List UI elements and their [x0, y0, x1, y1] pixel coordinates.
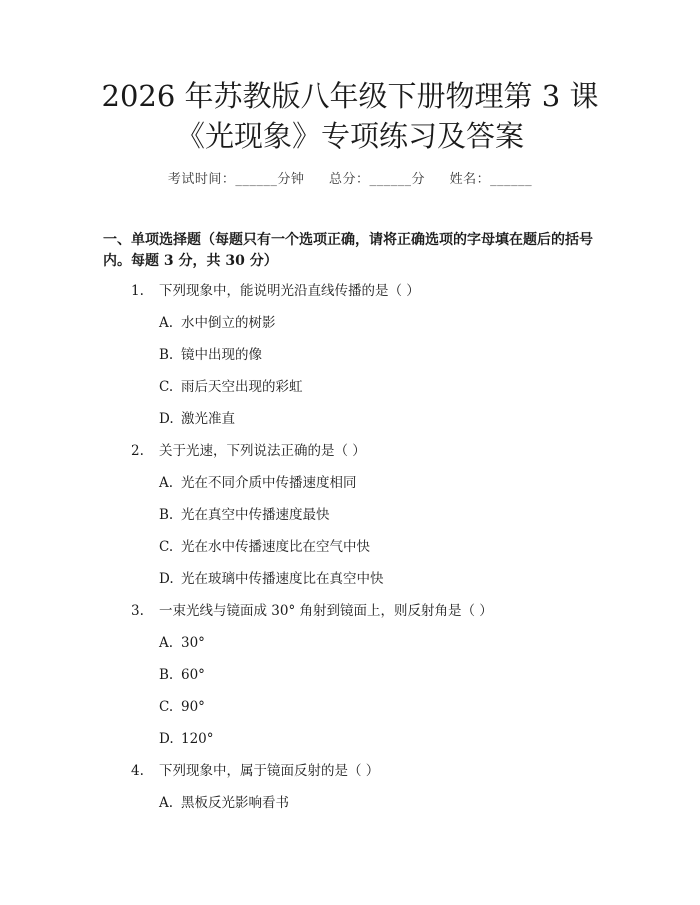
option-text: 光在不同介质中传播速度相同	[181, 475, 357, 491]
question-number: 1.	[131, 283, 144, 299]
option-text: 120°	[181, 731, 214, 747]
question-text: 下列现象中，能说明光沿直线传播的是（ ）	[159, 283, 420, 299]
section-heading: 一、单项选择题（每题只有一个选项正确，请将正确选项的字母填在题后的括号内。每题 3 分，共 30 分）	[103, 232, 593, 269]
question-text: 关于光速，下列说法正确的是（ ）	[159, 443, 366, 459]
option-letter: A.	[159, 635, 174, 651]
exam-time: 考试时间：______分钟	[167, 172, 305, 187]
question-3-option-c	[159, 698, 205, 716]
option-letter: B.	[159, 667, 174, 683]
option-text: 黑板反光影响看书	[181, 795, 289, 811]
option-letter: B.	[159, 507, 174, 523]
exam-name: 姓名：______	[449, 172, 533, 187]
question-2-option-a	[159, 474, 357, 492]
question-2-option-c	[159, 538, 370, 556]
option-letter: A.	[159, 795, 174, 811]
question-1-option-a	[159, 314, 276, 332]
option-text: 雨后天空出现的彩虹	[181, 379, 303, 395]
question-4-option-a	[159, 794, 289, 812]
option-text: 激光准直	[181, 411, 235, 427]
question-number: 4.	[131, 763, 144, 779]
question-1-option-b	[159, 346, 262, 364]
question-3	[131, 602, 493, 620]
option-text: 30°	[181, 635, 205, 651]
question-2-option-b	[159, 506, 330, 524]
exam-score: 总分：______分	[328, 172, 425, 187]
question-1-option-c	[159, 378, 303, 396]
question-2-option-d	[159, 570, 384, 588]
option-letter: A.	[159, 315, 174, 331]
option-letter: C.	[159, 699, 174, 715]
option-letter: D.	[159, 731, 174, 747]
question-3-option-d	[159, 730, 214, 748]
question-number: 3.	[131, 603, 144, 619]
question-text: 下列现象中，属于镜面反射的是（ ）	[159, 763, 380, 779]
option-text: 90°	[181, 699, 205, 715]
option-letter: B.	[159, 347, 174, 363]
question-4	[131, 762, 379, 780]
option-text: 光在玻璃中传播速度比在真空中快	[181, 571, 384, 587]
question-text: 一束光线与镜面成 30° 角射到镜面上，则反射角是（ ）	[159, 603, 493, 619]
question-number: 2.	[131, 443, 144, 459]
document-title: 2026 年苏教版八年级下册物理第 3 课《光现象》专项练习及答案	[101, 79, 599, 153]
question-3-option-b	[159, 666, 205, 684]
option-text: 镜中出现的像	[181, 347, 262, 363]
option-letter: C.	[159, 539, 174, 555]
question-1-option-d	[159, 410, 235, 428]
option-letter: A.	[159, 475, 174, 491]
exam-info	[0, 168, 700, 187]
question-1	[131, 282, 420, 300]
question-3-option-a	[159, 634, 205, 652]
option-text: 60°	[181, 667, 205, 683]
option-letter: C.	[159, 379, 174, 395]
question-2	[131, 442, 366, 460]
option-text: 水中倒立的树影	[181, 315, 276, 331]
option-text: 光在水中传播速度比在空气中快	[181, 539, 370, 555]
option-text: 光在真空中传播速度最快	[181, 507, 330, 523]
option-letter: D.	[159, 571, 174, 587]
option-letter: D.	[159, 411, 174, 427]
